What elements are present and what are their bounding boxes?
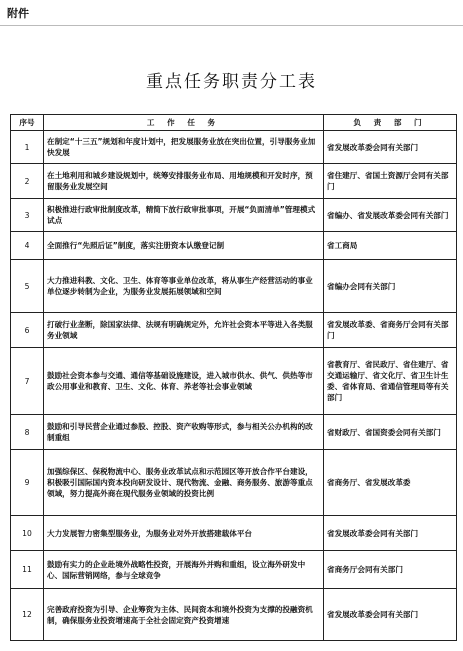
row-dept: 省编办会同有关部门: [324, 260, 457, 313]
row-dept: 省发展改革委会同有关部门: [324, 589, 457, 641]
row-seq: 3: [11, 199, 44, 232]
row-dept: 省商务厅、省发展改革委: [324, 450, 457, 516]
row-task: 鼓励有实力的企业赴境外战略性投资，开展海外并购和重组，设立海外研发中心、国际营销网络，参与全球竞争: [44, 551, 324, 589]
table-row: [11, 589, 457, 641]
row-seq: 8: [11, 415, 44, 450]
row-dept: 省发展改革委会同有关部门: [324, 131, 457, 164]
page-title: 重点任务职责分工表: [146, 72, 317, 92]
table-row: [11, 232, 457, 260]
row-task: 大力发展智力密集型服务业，为服务业对外开放搭建载体平台: [44, 516, 324, 551]
row-task: 大力推进科教、文化、卫生、体育等事业单位改革，将从事生产经营活动的事业单位逐步转制为企业，为服务业发展拓展领域和空间: [44, 260, 324, 313]
table-row: [11, 199, 457, 232]
row-dept: 省发展改革委会同有关部门: [324, 516, 457, 551]
row-task: 加强综保区、保税物流中心、服务业改革试点和示范园区等开放合作平台建设，积极吸引国际国内资本投向研发设计、现代物流、金融、商务服务、旅游等重点领域，努力提高外商在现代服务业领域的投资比例: [44, 450, 324, 516]
table-row: [11, 551, 457, 589]
row-task: 打破行业垄断，除国家法律、法规有明确规定外，允许社会资本平等进入各类服务业领域: [44, 313, 324, 348]
row-task: 完善政府投资为引导、企业筹资为主体、民间资本和境外投资为支撑的投融资机制，确保服务业投资增速高于全社会固定资产投资增速: [44, 589, 324, 641]
table-row: [11, 260, 457, 313]
header-dept: 负 责 部 门: [324, 115, 457, 131]
row-dept: 省编办、省发展改革委会同有关部门: [324, 199, 457, 232]
row-task: 鼓励和引导民营企业通过参股、控股、资产收购等形式，参与相关公办机构的改制重组: [44, 415, 324, 450]
responsibility-table: [10, 114, 457, 641]
row-task: 在制定“十三五”规划和年度计划中，把发展服务业放在突出位置，引导服务业加快发展: [44, 131, 324, 164]
row-task: 鼓励社会资本参与交通、通信等基础设施建设，进入城市供水、供气、供热等市政公用事业和教育、卫生、文化、体育、养老等社会事业领域: [44, 348, 324, 415]
table-row: [11, 348, 457, 415]
table-header-row: [11, 115, 457, 131]
row-seq: 10: [11, 516, 44, 551]
row-seq: 5: [11, 260, 44, 313]
header-task: 工 作 任 务: [44, 115, 324, 131]
row-seq: 4: [11, 232, 44, 260]
row-dept: 省住建厅、省国土资源厅会同有关部门: [324, 164, 457, 199]
row-seq: 2: [11, 164, 44, 199]
header-seq: 序号: [11, 115, 44, 131]
row-task: 积极推进行政审批制度改革，精简下放行政审批事项，开展“负面清单”管理模式试点: [44, 199, 324, 232]
table-row: [11, 164, 457, 199]
table-row: [11, 415, 457, 450]
header-divider: [0, 25, 463, 26]
row-task: 全面推行“先照后证”制度，落实注册资本认缴登记制: [44, 232, 324, 260]
row-seq: 1: [11, 131, 44, 164]
table-row: [11, 131, 457, 164]
row-seq: 11: [11, 551, 44, 589]
row-seq: 12: [11, 589, 44, 641]
row-dept: 省发展改革委、省商务厅会同有关部门: [324, 313, 457, 348]
row-dept: 省财政厅、省国资委会同有关部门: [324, 415, 457, 450]
row-task: 在土地利用和城乡建设规划中，统筹安排服务业布局、用地规模和开发时序，预留服务业发展空间: [44, 164, 324, 199]
row-seq: 7: [11, 348, 44, 415]
row-dept: 省工商局: [324, 232, 457, 260]
row-seq: 9: [11, 450, 44, 516]
row-seq: 6: [11, 313, 44, 348]
attachment-label: 附件: [7, 7, 29, 20]
table-row: [11, 450, 457, 516]
row-dept: 省商务厅会同有关部门: [324, 551, 457, 589]
table-row: [11, 313, 457, 348]
table-row: [11, 516, 457, 551]
row-dept: 省教育厅、省民政厅、省住建厅、省交通运输厅、省文化厅、省卫生计生委、省体育局、省通信管理局等有关部门: [324, 348, 457, 415]
